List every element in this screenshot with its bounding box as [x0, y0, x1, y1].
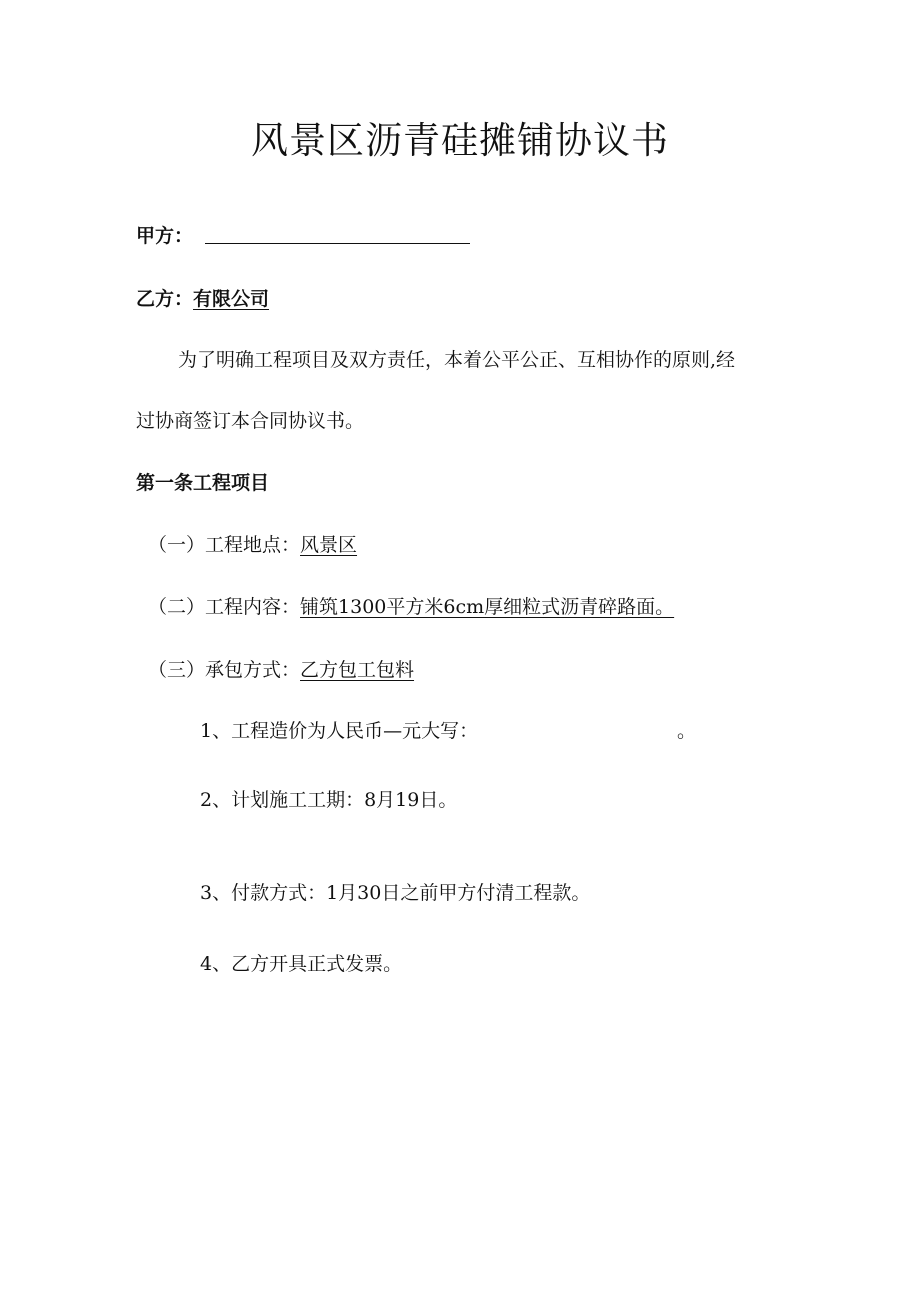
subitem-price: 1、工程造价为人民币—元大写：	[200, 720, 479, 742]
item-value: 风景区	[300, 534, 358, 556]
section-heading: 第一条工程项目	[136, 472, 270, 494]
project-item-location	[148, 530, 357, 560]
item-value: 乙方包工包料	[300, 659, 415, 681]
item-label: （一）工程地点：	[148, 534, 301, 556]
document-title: 风景区沥青硅摊铺协议书	[251, 119, 669, 162]
subitem-payment: 3、付款方式：1月30日之前甲方付清工程款。	[200, 882, 591, 904]
item-label: （三）承包方式：	[148, 659, 301, 681]
party-b-label: 乙方：	[136, 288, 194, 310]
item-label: （二）工程内容：	[148, 596, 301, 618]
project-item-contract-mode	[148, 655, 414, 685]
party-b-name: 有限公司	[193, 288, 270, 310]
subitem-schedule: 2、计划施工工期：8月19日。	[200, 789, 458, 811]
project-item-content	[148, 592, 674, 622]
item-value: 铺筑1300平方米6cm厚细粒式沥青碎路面。	[300, 596, 675, 618]
subitem-price-end-mark: 。	[677, 720, 697, 742]
intro-paragraph-line-1: 为了明确工程项目及双方责任，本着公平公正、互相协作的原则,经	[178, 349, 736, 371]
intro-paragraph-line-2: 过协商签订本合同协议书。	[136, 410, 365, 432]
party-b-row	[136, 284, 269, 314]
party-a-label: 甲方：	[136, 225, 194, 247]
party-a-blank-line	[205, 243, 470, 244]
subitem-invoice: 4、乙方开具正式发票。	[200, 953, 403, 975]
